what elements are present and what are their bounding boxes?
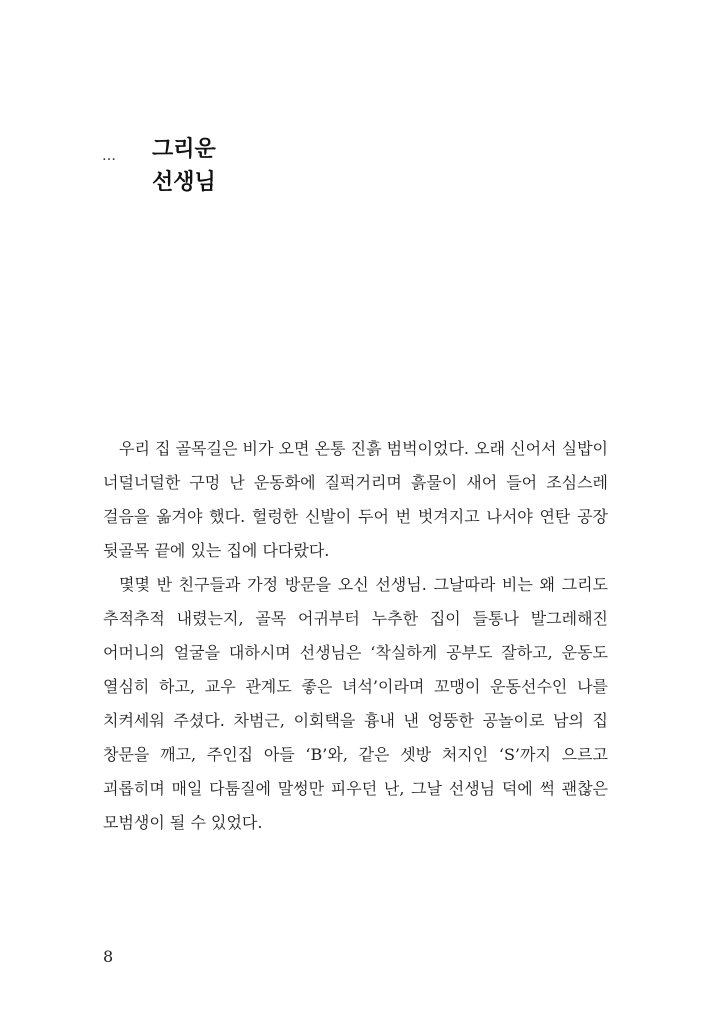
body-text — [103, 432, 608, 840]
chapter-title-line-1: 그리운 — [152, 137, 216, 162]
page-number: 8 — [103, 947, 114, 966]
paragraph: 몇몇 반 친구들과 가정 방문을 오신 선생님. 그날따라 비는 왜 그리도 추적추적 내렸는지, 골목 어귀부터 누추한 집이 들통나 발그레해진 어머니의 얼굴을 대하시며 선생님은 ‘착실하게 공부도 잘하고, 운동도 열심히 하고, 교우 관계도 좋은 녀석’이라며 꼬맹이 운동선수인 나를 치켜세워 주셨다. 차범근, 이회택을 흉내 낸 엉뚱한 공놀이로 남의 집 창문을 깨고, 주인집 아들 ‘B’와, 같은 셋방 처지인 ‘S’까지 으르고 괴롭히며 매일 다툼질에 말썽만 피우던 난, 그날 선생님 덕에 썩 괜찮은 모범생이 될 수 있었다. — [103, 575, 608, 832]
chapter-title-line-2: 선생님 — [152, 170, 216, 195]
paragraph: 우리 집 골목길은 비가 오면 온통 진흙 범벅이었다. 오래 신어서 실밥이 너덜너덜한 구멍 난 운동화에 질퍽거리며 흙물이 새어 들어 조심스레 걸음을 옮겨야 했다. 헐렁한 신발이 두어 번 벗겨지고 나서야 연탄 공장 뒷골목 끝에 있는 집에 다다랐다. — [103, 439, 608, 560]
chapter-title — [152, 133, 216, 199]
chapter-ellipsis-mark: … — [102, 148, 117, 164]
